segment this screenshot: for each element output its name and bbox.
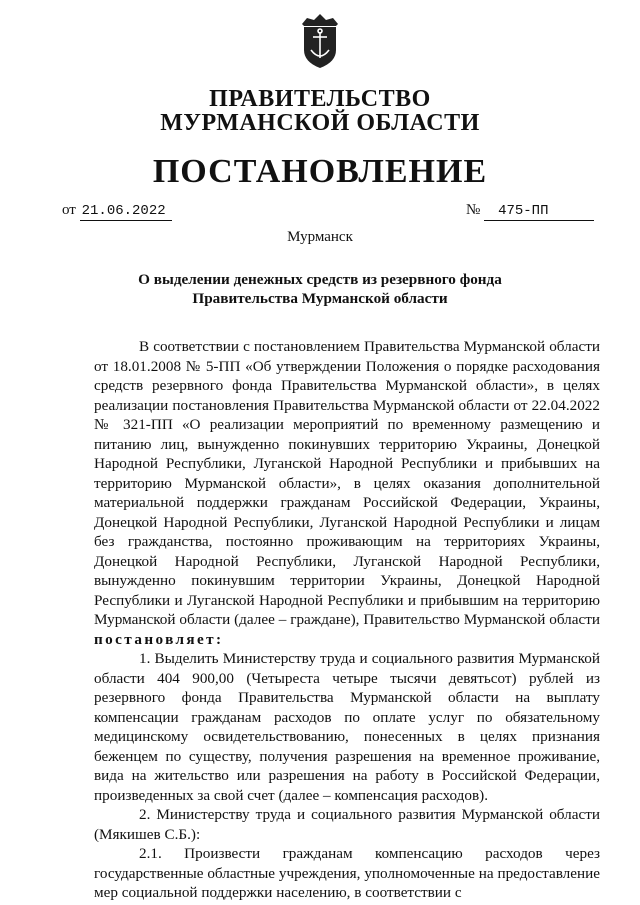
government-title-line2: МУРМАНСКОЙ ОБЛАСТИ xyxy=(160,110,480,136)
document-type-title: ПОСТАНОВЛЕНИЕ xyxy=(152,153,488,190)
preamble-paragraph xyxy=(94,337,600,649)
document-number: 475-ПП xyxy=(484,202,594,221)
subject-line1: О выделении денежных средств из резервного фонда xyxy=(138,271,502,288)
subject-line2: Правительства Мурманской области xyxy=(192,290,448,307)
item-2-1-paragraph: 2.1. Произвести гражданам компенсацию расходов через государственные областные учреждения, уполномоченные на предоставление мер социальной поддержки населению, в соответствии с xyxy=(94,845,600,901)
item-2-paragraph: 2. Министерству труда и социального развития Мурманской области (Мякишев С.Б.): xyxy=(94,806,600,843)
number-prefix: № xyxy=(466,202,481,218)
document-city: Мурманск xyxy=(287,229,353,245)
document-body xyxy=(94,337,600,903)
document-number-row xyxy=(466,201,594,221)
coat-of-arms-icon xyxy=(298,10,342,70)
document-date-row xyxy=(62,201,172,221)
document-date: 21.06.2022 xyxy=(80,202,172,221)
date-prefix: от xyxy=(62,202,76,218)
document-subject xyxy=(0,270,640,308)
government-title-line1: ПРАВИТЕЛЬСТВО xyxy=(209,86,431,112)
decree-word: постановляет: xyxy=(94,630,224,648)
preamble-text: В соответствии с постановлением Правительства Мурманской области от 18.01.2008 № 5-ПП «Об утверждении Положения о порядке расходования средств резервного фонда Правительства Мурманской области», в целях реализации постановления Правительства Мурманской области от 22.04.2022 № 321-ПП «О реализации мероприятий по временному размещению и питанию лиц, вынужденно покинувших территорию Украины, Донецкой Народной Республики, Луганской Народной Республики и прибывших на территорию Мурманской области», в целях оказания дополнительной материальной поддержки гражданам Российской Федерации, Украины, Донецкой Народной Республики, Луганской Народной Республики и лицам без гражданства, постоянно проживающим на территориях Украины, Донецкой Народной Республики, Луганской Народной Республики, вынужденно покинувшим территории Украины, Донецкой Народной Республики и Луганской Народной Республики и прибывшим на территорию Мурманской области (далее – граждане), Правительство Мурманской области xyxy=(94,338,600,628)
item-1-paragraph: 1. Выделить Министерству труда и социального развития Мурманской области 404 900,00 (Четыреста четыре тысячи девятьсот) рублей из резервного фонда Правительства Мурманской области на выплату компенсации гражданам расходов по оплате услуг по обязательному медицинскому освидетельствованию, понесенных в целях признания беженцем по существу, получения разрешения на временное проживание, вида на жительство или разрешения на работу в Российской Федерации, произведенных за свой счет (далее – компенсация расходов). xyxy=(94,650,600,804)
